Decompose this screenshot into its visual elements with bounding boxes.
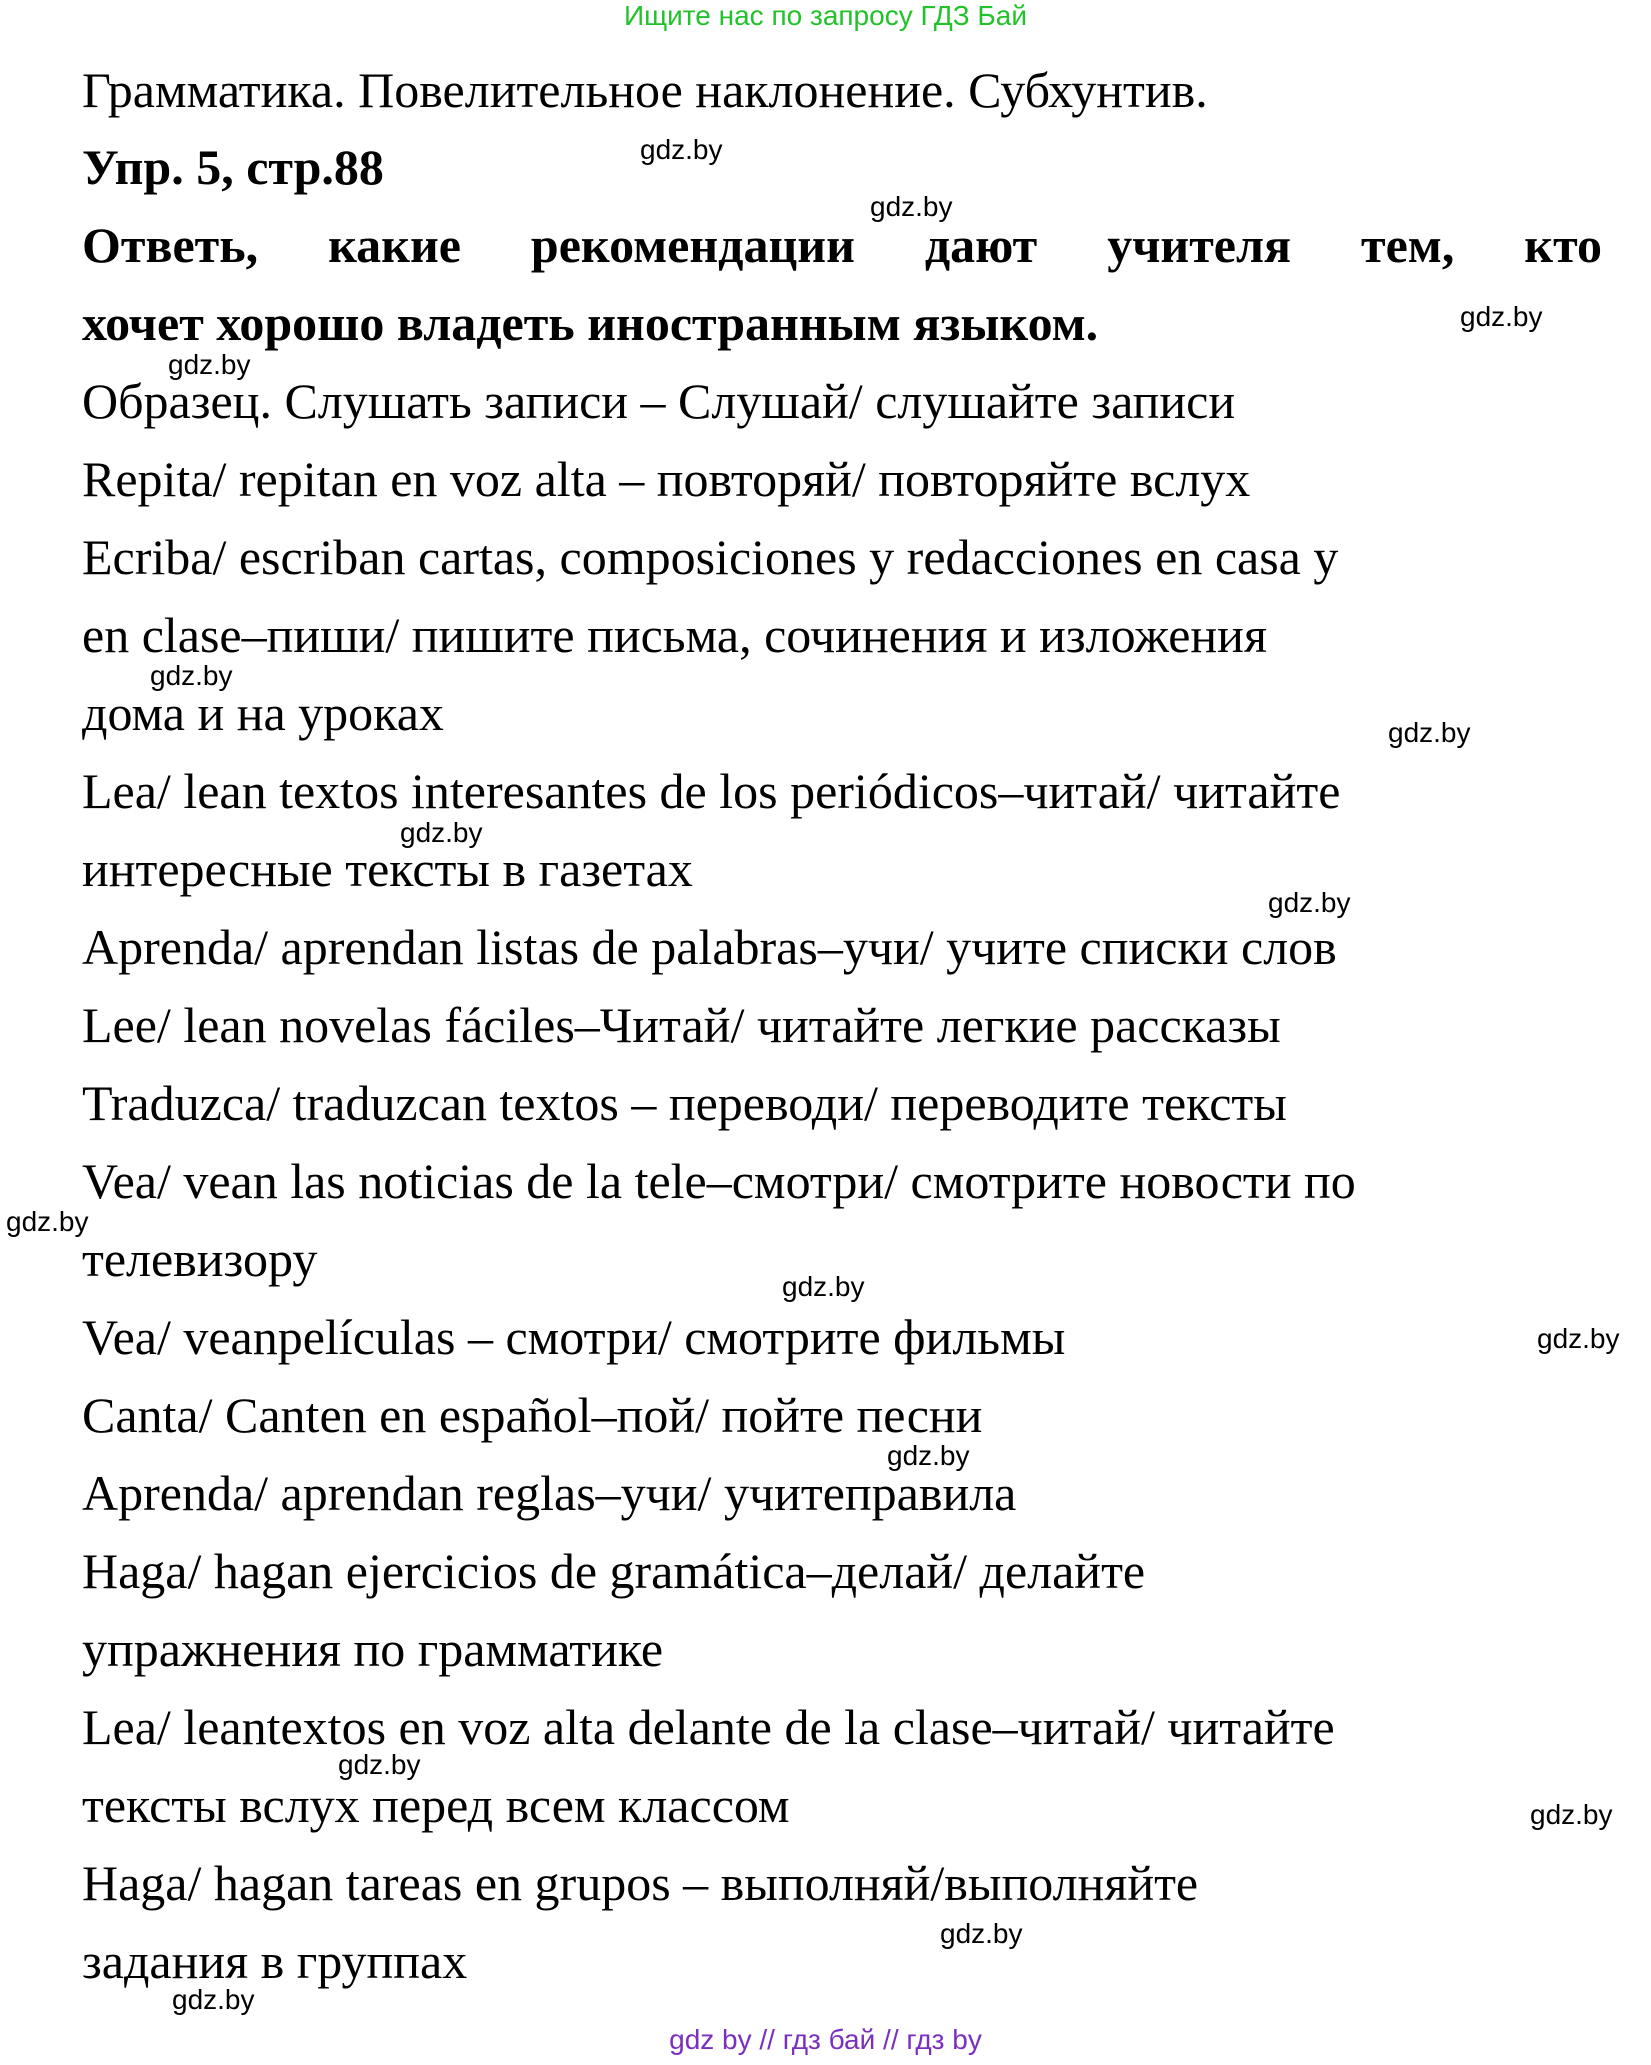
watermark: gdz.by (640, 134, 723, 165)
task-line-1: Ответь, какие рекомендации дают учителя тем, кто (82, 217, 1602, 273)
answer-line: Lea/ leantextos en voz alta delante de la clase–читай/ читайте (82, 1699, 1335, 1755)
section-title: Грамматика. Повелительное наклонение. Субхунтив. (82, 62, 1208, 118)
answer-line: упражнения по грамматике (82, 1621, 664, 1677)
answer-line: тексты вслух перед всем классом (82, 1777, 790, 1833)
answer-line: Haga/ hagan tareas en grupos – выполняй/выполняйте (82, 1855, 1199, 1911)
watermark: gdz.by (1460, 301, 1543, 332)
watermark: gdz.by (172, 1984, 255, 2015)
watermark: gdz.by (782, 1271, 865, 1302)
watermark: gdz.by (887, 1440, 970, 1471)
watermark: gdz.by (1537, 1323, 1620, 1354)
answer-line: Haga/ hagan ejercicios de gramática–делай/ делайте (82, 1543, 1146, 1599)
task-line-2: хочет хорошо владеть иностранным языком. (82, 295, 1099, 351)
answer-line: Traduzca/ traduzcan textos – переводи/ переводите тексты (82, 1075, 1287, 1131)
sample-line: Образец. Слушать записи – Слушай/ слушайте записи (82, 373, 1236, 429)
watermark: gdz.by (6, 1206, 89, 1237)
watermark: gdz.by (870, 191, 953, 222)
watermark: gdz.by (400, 817, 483, 848)
watermark: gdz.by (150, 660, 233, 691)
watermark: gdz.by (1268, 887, 1351, 918)
watermark: gdz.by (1388, 717, 1471, 748)
answer-line: дома и на уроках (82, 685, 444, 741)
answer-line: интересные тексты в газетах (82, 841, 693, 897)
answer-line: Ecriba/ escriban cartas, composiciones y redacciones en casa y (82, 529, 1339, 585)
answer-line: Aprenda/ aprendan listas de palabras–учи/ учите списки слов (82, 919, 1337, 975)
answer-line: Canta/ Canten en español–пой/ пойте песни (82, 1387, 983, 1443)
answer-line: Vea/ veanpelículas – смотри/ смотрите фильмы (82, 1309, 1066, 1365)
exercise-number: Упр. 5, стр.88 (82, 139, 384, 195)
answer-line: Vea/ vean las noticias de la tele–смотри/ смотрите новости по (82, 1153, 1356, 1209)
watermark: gdz.by (168, 349, 251, 380)
answer-line: задания в группах (82, 1933, 468, 1989)
answer-line: Lee/ lean novelas fáciles–Читай/ читайте легкие рассказы (82, 997, 1281, 1053)
search-hint-banner[interactable]: Ищите нас по запросу ГДЗ Бай (623, 0, 1028, 31)
watermark: gdz.by (1530, 1799, 1613, 1830)
answer-line: en clase–пиши/ пишите письма, сочинения и изложения (82, 607, 1267, 663)
answer-line: Aprenda/ aprendan reglas–учи/ учитеправила (82, 1465, 1017, 1521)
watermark: gdz.by (338, 1749, 421, 1780)
answer-line: Repita/ repitan en voz alta – повторяй/ повторяйте вслух (82, 451, 1251, 507)
watermark: gdz.by (940, 1918, 1023, 1949)
answer-line: телевизору (82, 1231, 318, 1287)
footer-links[interactable]: gdz by // гдз бай // гдз by (669, 2024, 982, 2055)
answer-line: Lea/ lean textos interesantes de los periódicos–читай/ читайте (82, 763, 1341, 819)
